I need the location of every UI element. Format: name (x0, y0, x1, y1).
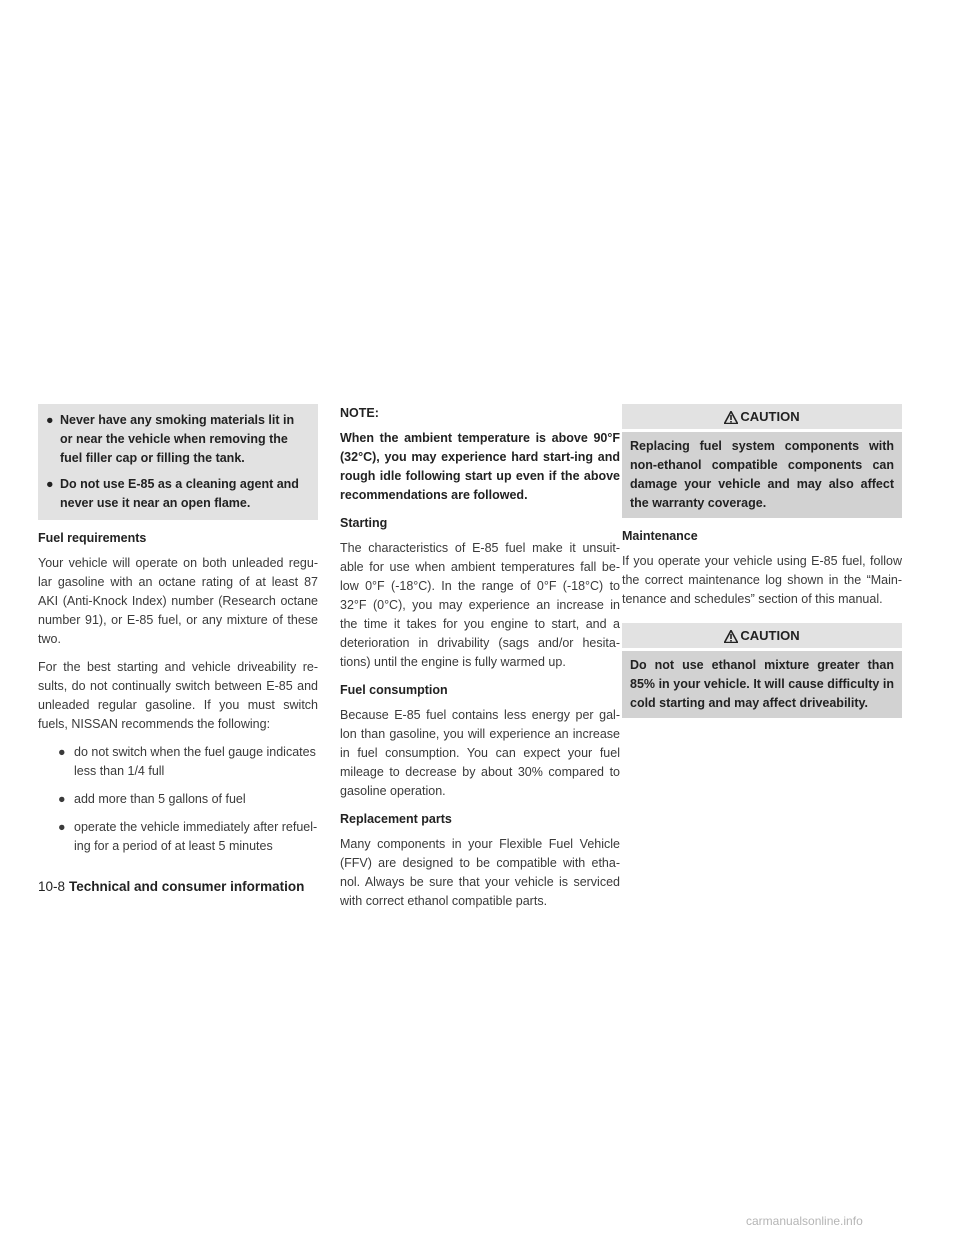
bullet-icon: ● (46, 477, 54, 491)
paragraph: If you operate your vehicle using E-85 fuel, follow the correct maintenance log shown in the “Main-tenance and schedules” section of this manual. (622, 554, 902, 606)
page-number: 10-8 (38, 879, 66, 894)
page-footer (38, 879, 304, 894)
paragraph: For the best starting and vehicle driveability re-sults, do not continually switch between E-85 and unleaded regular gasoline. If you must switch fuels, NISSAN recommends the following: (38, 660, 318, 731)
warning-triangle-icon (724, 411, 738, 424)
warning-item: ● Do not use E-85 as a cleaning agent and never use it near an open flame. (46, 477, 299, 510)
fuel-requirements-heading: Fuel requirements (38, 531, 147, 545)
caution-header: CAUTION (622, 623, 902, 648)
paragraph: Many components in your Flexible Fuel Vehicle (FFV) are designed to be compatible with etha-nol. Always be sure that your vehicle is serviced with correct ethanol compatible parts. (340, 837, 620, 908)
replacement-parts-heading: Replacement parts (340, 812, 452, 826)
starting-heading: Starting (340, 516, 388, 530)
caution-box (622, 404, 902, 518)
maintenance-heading: Maintenance (622, 529, 698, 543)
column-middle (340, 404, 620, 920)
note-heading: NOTE: (340, 406, 379, 420)
warning-triangle-icon (724, 630, 738, 643)
caution-box (622, 623, 902, 718)
fuel-consumption-heading: Fuel consumption (340, 683, 448, 697)
warning-item: ● Never have any smoking materials lit in or near the vehicle when removing the fuel filler cap or filling the tank. (46, 413, 295, 465)
section-title: Technical and consumer information (69, 879, 305, 894)
note-text: When the ambient temperature is above 90°F (32°C), you may experience hard start-ing and rough idle following start up even if the above recommendations are followed. (340, 431, 620, 502)
paragraph: Because E-85 fuel contains less energy per gal-lon than gasoline, you will experience an increase in fuel consumption. You can expect your fuel mileage to decrease by about 30% compared to gasoline operation. (340, 708, 620, 798)
caution-text: Replacing fuel system components with non-ethanol compatible components can damage your vehicle and may also affect the warranty coverage. (622, 432, 902, 518)
bullet-icon: ● (58, 820, 66, 834)
paragraph: Your vehicle will operate on both unleaded regu-lar gasoline with an octane rating of at least 87 AKI (Anti-Knock Index) number (Research octane number 91), or E-85 fuel, or any mixture of these two. (38, 556, 318, 646)
column-right (622, 404, 902, 726)
warning-box (38, 404, 318, 520)
watermark: carmanualsonline.info (746, 1214, 863, 1228)
column-left (38, 404, 318, 865)
bullet-icon: ● (58, 745, 66, 759)
caution-header: CAUTION (622, 404, 902, 429)
caution-text: Do not use ethanol mixture greater than 85% in your vehicle. It will cause difficulty in cold starting and may affect driveability. (622, 651, 902, 718)
list-item: ● operate the vehicle immediately after refuel-ing for a period of at least 5 minutes (58, 820, 318, 853)
bullet-icon: ● (46, 413, 54, 427)
bullet-icon: ● (58, 792, 66, 806)
paragraph: The characteristics of E-85 fuel make it unsuit-able for use when ambient temperatures fall be-low 0°F (-18°C). In the range of 0°F (-18°C) to 32°F (0°C), you may experience an increase in the time it takes for you engine to start, and a deterioration in drivability (sags and/or hesita-tions) until the engine is fully warmed up. (340, 541, 620, 669)
list-item: ● do not switch when the fuel gauge indicates less than 1/4 full (58, 745, 316, 778)
list-item: ● add more than 5 gallons of fuel (38, 790, 318, 809)
